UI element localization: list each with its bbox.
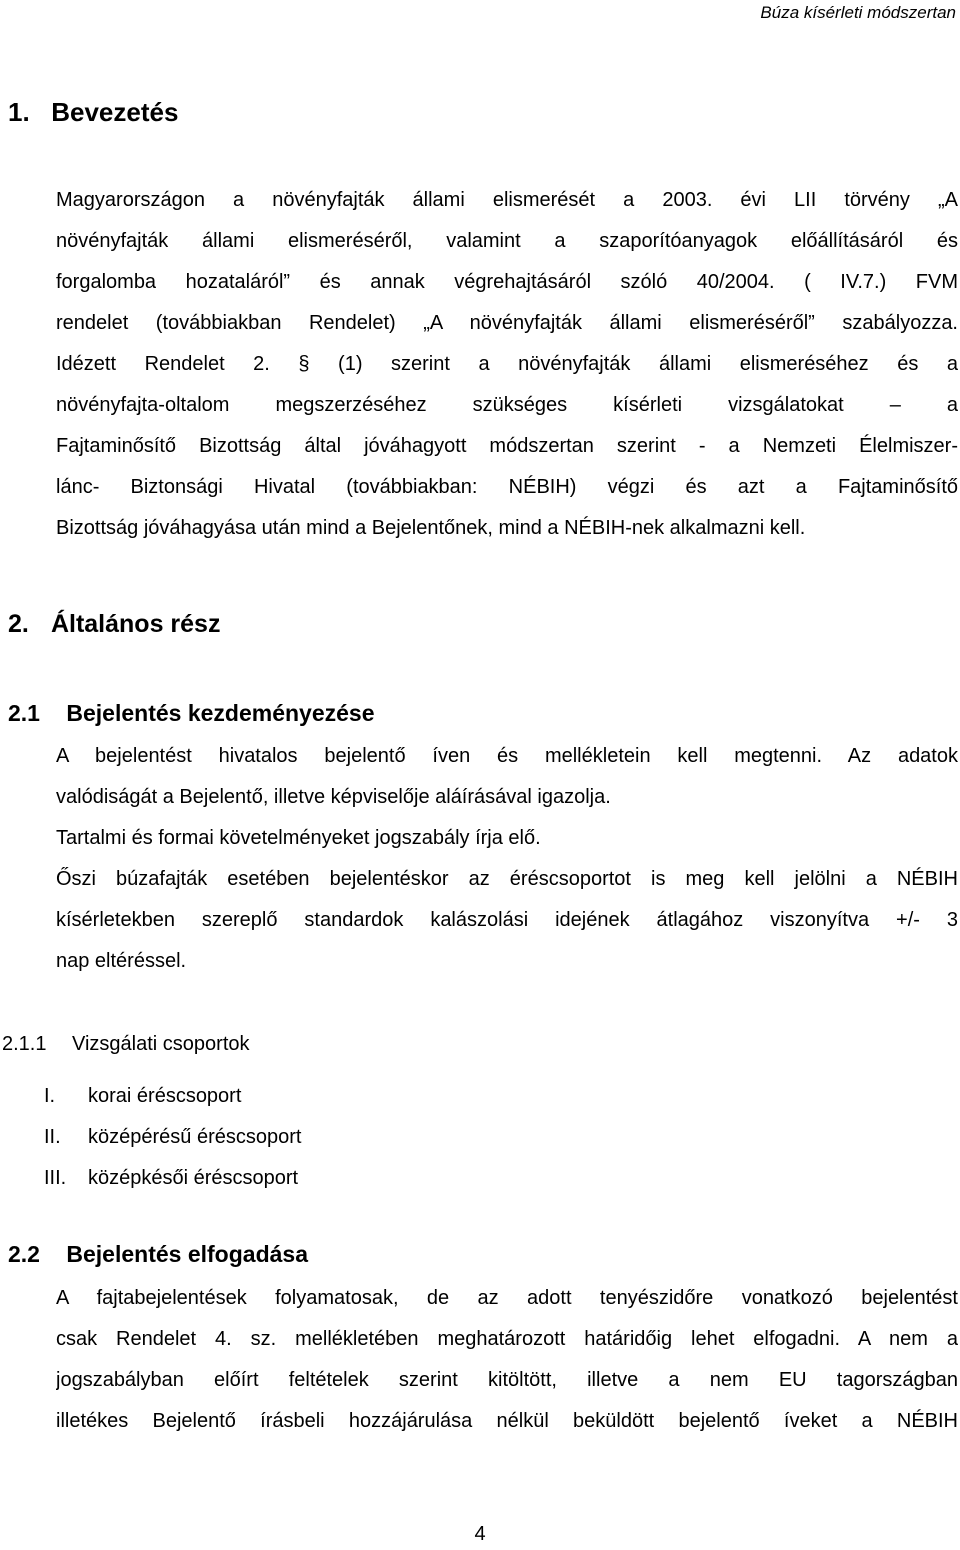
paragraph-line: kísérletekben szereplő standardok kalászolási idejének átlagához viszonyítva +/- 3: [56, 909, 958, 931]
paragraph-line: csak Rendelet 4. sz. mellékletében meghatározott határidőig lehet elfogadni. A nem a: [56, 1328, 958, 1350]
section-number: 2.2: [8, 1241, 40, 1267]
section-2-heading: [8, 606, 220, 642]
section-2-1-heading: [8, 695, 375, 731]
section-title: Vizsgálati csoportok: [72, 1033, 250, 1055]
section-2-2-heading: [8, 1236, 308, 1272]
list-item-label: középérésű éréscsoport: [88, 1126, 302, 1148]
paragraph-line: forgalomba hozataláról” és annak végrehajtásáról szóló 40/2004. ( IV.7.) FVM: [56, 271, 958, 293]
paragraph-line: Magyarországon a növényfajták állami elismerését a 2003. évi LII törvény „A: [56, 189, 958, 211]
section-number: 2.1: [8, 700, 40, 726]
section-2-2-paragraph: [56, 1278, 958, 1442]
page-number: 4: [474, 1523, 486, 1545]
roman-numeral: II.: [44, 1126, 61, 1148]
paragraph-line: A fajtabejelentések folyamatosak, de az adott tenyészidőre vonatkozó bejelentést: [56, 1287, 958, 1309]
paragraph-line: valódiságát a Bejelentő, illetve képviselője aláírásával igazolja.: [56, 786, 611, 808]
running-header: Búza kísérleti módszertan: [760, 3, 956, 22]
section-1-paragraph: [56, 180, 958, 549]
paragraph-line: Bizottság jóváhagyása után mind a Bejelentőnek, mind a NÉBIH-nek alkalmazni kell.: [56, 517, 806, 539]
paragraph-line: lánc- Biztonsági Hivatal (továbbiakban: NÉBIH) végzi és azt a Fajtaminősítő: [56, 476, 958, 498]
section-title: Bevezetés: [51, 97, 179, 127]
section-number: 1.: [8, 97, 30, 127]
section-title: Bejelentés kezdeményezése: [66, 700, 375, 726]
section-title: Általános rész: [50, 610, 221, 638]
list-item: [44, 1158, 301, 1199]
list-item: [44, 1076, 301, 1117]
section-number: 2.: [8, 610, 29, 638]
paragraph-line: Idézett Rendelet 2. § (1) szerint a növényfajták állami elismeréséhez és a: [56, 353, 958, 375]
maturity-group-list: [44, 1076, 301, 1199]
section-1-heading: [8, 92, 178, 132]
list-item-label: korai éréscsoport: [88, 1085, 242, 1107]
paragraph-line: Őszi búzafajták esetében bejelentéskor az éréscsoportot is meg kell jelölni a NÉBIH: [56, 868, 958, 890]
paragraph-line: Fajtaminősítő Bizottság által jóváhagyott módszertan szerint - a Nemzeti Élelmiszer-: [56, 435, 958, 457]
section-2-1-paragraph: [56, 736, 958, 982]
paragraph-line: jogszabályban előírt feltételek szerint kitöltött, illetve a nem EU tagországban: [56, 1369, 958, 1391]
paragraph-line: A bejelentést hivatalos bejelentő íven és mellékletein kell megtenni. Az adatok: [56, 745, 958, 767]
paragraph-line: növényfajta-oltalom megszerzéséhez szükséges kísérleti vizsgálatokat – a: [56, 394, 958, 416]
paragraph-line: illetékes Bejelentő írásbeli hozzájárulása nélkül beküldött bejelentő íveket a NÉBIH: [56, 1410, 958, 1432]
paragraph-line: rendelet (továbbiakban Rendelet) „A növényfajták állami elismeréséről” szabályozza.: [56, 312, 958, 334]
section-number: 2.1.1: [2, 1033, 47, 1055]
list-item-label: középkésői éréscsoport: [88, 1167, 299, 1189]
paragraph-line: nap eltéréssel.: [56, 950, 187, 972]
paragraph-line: növényfajták állami elismeréséről, valamint a szaporítóanyagok előállításáról és: [56, 230, 958, 252]
paragraph-line: Tartalmi és formai követelményeket jogszabály írja elő.: [56, 827, 541, 849]
list-item: [44, 1117, 301, 1158]
section-title: Bejelentés elfogadása: [66, 1241, 308, 1267]
roman-numeral: I.: [44, 1085, 56, 1107]
roman-numeral: III.: [44, 1167, 67, 1189]
section-2-1-1-heading: [2, 1024, 250, 1064]
